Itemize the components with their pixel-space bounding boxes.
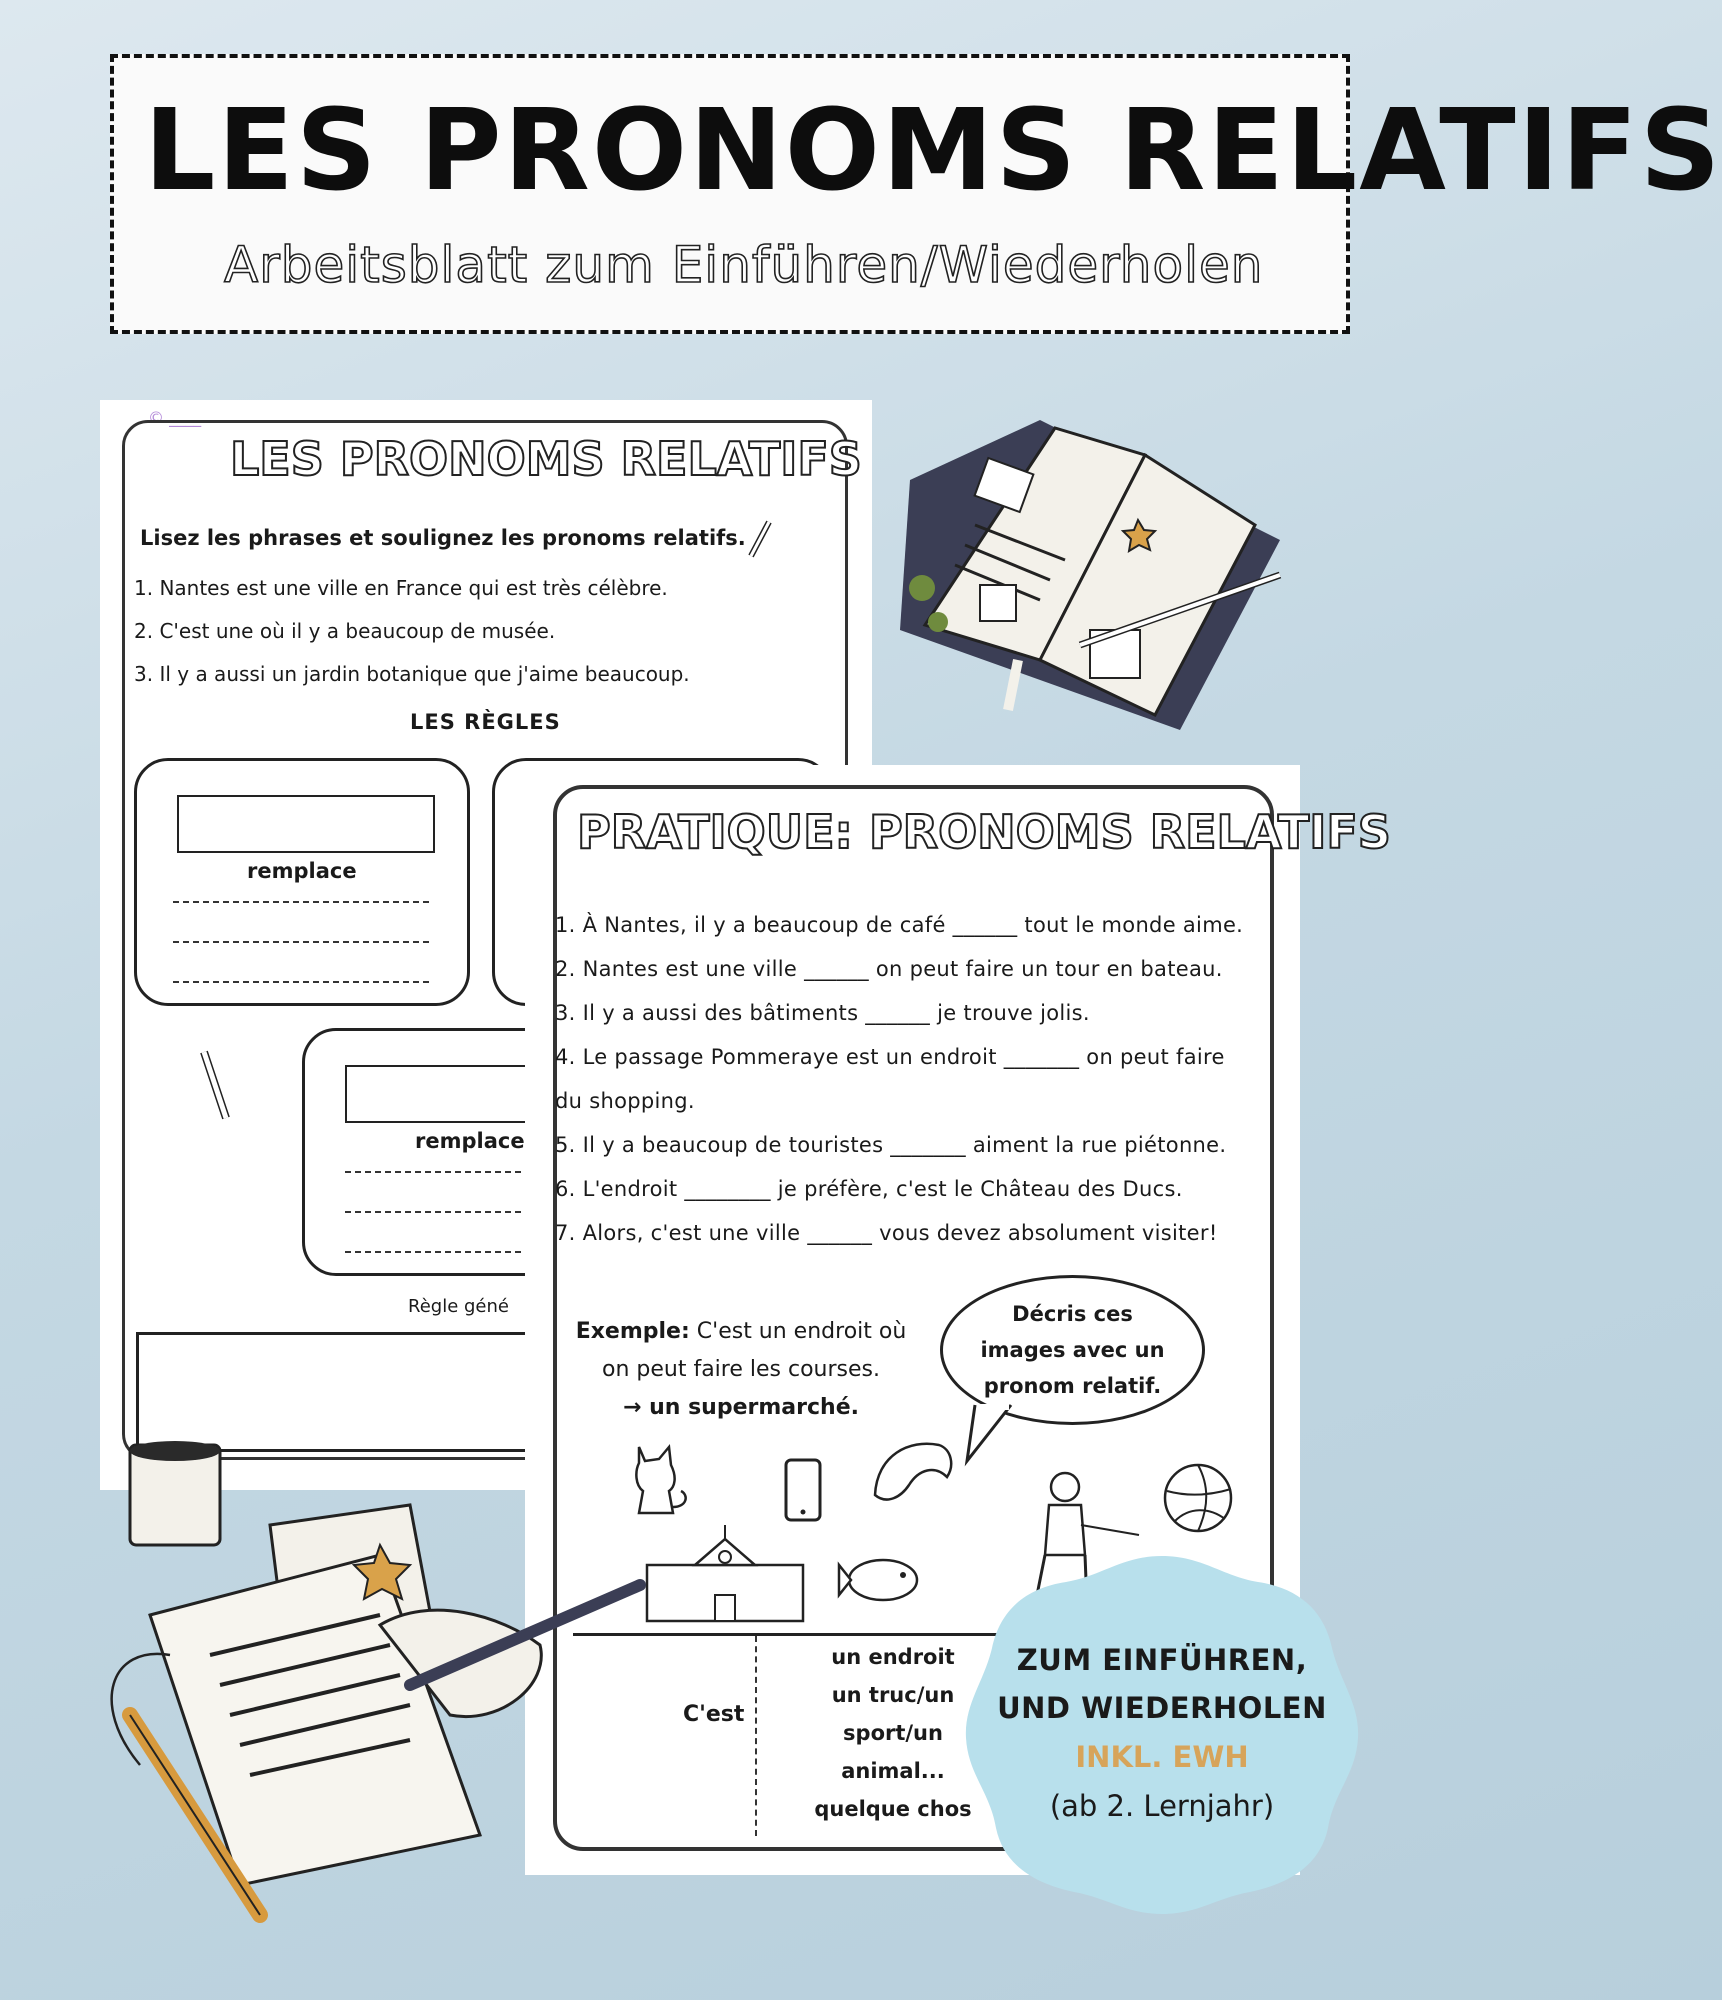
remplace-label: remplace [415,1129,525,1153]
example-block [561,1313,921,1427]
rule-blank-box [177,795,435,853]
example-answer: → un supermarché. [623,1395,859,1420]
bubble-text: Décris ces images avec un pronom relatif. [980,1302,1165,1398]
main-title: LES PRONOMS RELATIFS [144,86,1722,216]
writing-hand-illustration [80,1445,640,1925]
exercise-4: 4. Le passage Pommeraye est un endroit _______ on peut faire [555,1045,1225,1069]
rule-card-1 [134,758,470,1006]
speech-bubble-tail [965,1405,1025,1465]
exercise-4-cont: du shopping. [555,1089,695,1113]
school-building-icon [643,1525,807,1625]
subtitle: Arbeitsblatt zum Einführen/Wiederholen [224,236,1264,294]
exercise-2: 2. Nantes est une ville ______ on peut faire un tour en bateau. [555,957,1223,981]
dashed-line [173,981,429,983]
instruction-text: Lisez les phrases et soulignez les pronoms relatifs. [140,526,746,550]
dashed-line [173,901,429,903]
title-box [110,54,1722,334]
copyright-mark: © ____ [148,408,202,427]
choice-item: quelque chos [814,1797,972,1821]
exercise-3: 3. Il y a aussi des bâtiments ______ je trouve jolis. [555,1001,1090,1025]
regle-generale-label: Règle géné [408,1296,509,1317]
fountain-pen-icon [196,1048,236,1128]
info-badge [962,1548,1362,1918]
choice-item: un truc/un [831,1683,955,1707]
croissant-icon [869,1435,959,1515]
dashed-line [173,941,429,943]
exercise-5: 5. Il y a beaucoup de touristes _______ aiment la rue piétonne. [555,1133,1227,1157]
notebook-illustration [880,410,1300,740]
cest-label: C'est [683,1702,745,1727]
choice-item: sport/un [843,1721,943,1745]
sentence-3: 3. Il y a aussi un jardin botanique que j'aime beaucoup. [134,662,690,686]
remplace-label: remplace [247,859,357,883]
speech-bubble [940,1275,1205,1425]
table-divider [755,1636,757,1836]
example-text: C'est un endroit où on peut faire les courses. [602,1319,907,1382]
choice-item: animal... [841,1759,945,1783]
example-label: Exemple: [575,1319,690,1344]
volleyball-icon [1161,1461,1235,1535]
exercise-7: 7. Alors, c'est une ville ______ vous devez absolument visiter! [555,1221,1218,1245]
sentence-1: 1. Nantes est une ville en France qui est très célèbre. [134,576,668,600]
smartphone-icon [783,1457,823,1523]
sentence-2: 2. C'est une où il y a beaucoup de musée. [134,619,556,643]
badge-line-1: ZUM EINFÜHREN, [1016,1643,1308,1677]
badge-line-4: (ab 2. Lernjahr) [1049,1789,1275,1823]
fish-icon [837,1555,921,1605]
pencil-icon [745,518,775,562]
badge-line-2: UND WIEDERHOLEN [997,1691,1327,1725]
exercise-6: 6. L'endroit ________ je préfère, c'est le Château des Ducs. [555,1177,1183,1201]
worksheet-2-title: PRATIQUE: PRONOMS RELATIFS [577,805,1391,859]
exercise-1: 1. À Nantes, il y a beaucoup de café ______ tout le monde aime. [555,913,1244,937]
worksheet-1-title: LES PRONOMS RELATIFS [230,432,862,486]
choice-item: un endroit [831,1645,955,1669]
badge-line-3: INKL. EWH [1075,1740,1249,1774]
rules-heading: LES RÈGLES [410,710,561,734]
